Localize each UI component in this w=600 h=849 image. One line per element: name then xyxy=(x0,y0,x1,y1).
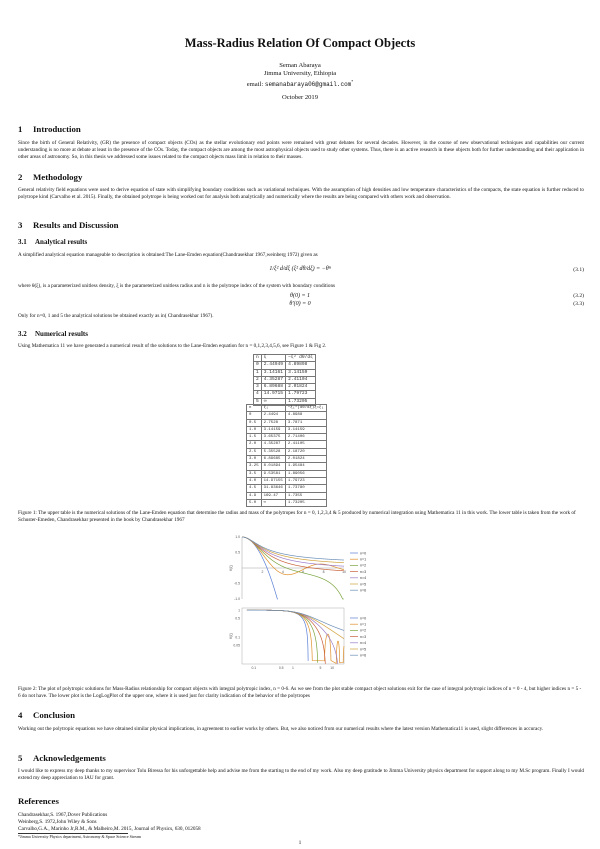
paper-date: October 2019 xyxy=(281,94,319,101)
table-row xyxy=(254,362,316,369)
x-tick-label: 1 xyxy=(292,666,294,670)
figure2-lower-plot xyxy=(228,604,388,674)
table-cell: 3.65375 xyxy=(261,434,285,441)
y-tick-label: 0.5 xyxy=(235,616,240,621)
table-row xyxy=(247,499,327,506)
x-tick-label: 0.5 xyxy=(278,666,284,670)
legend-label: n=6 xyxy=(360,588,367,593)
series-line-n=5 xyxy=(242,537,344,563)
x-tick-label: 5 xyxy=(319,666,322,670)
table-cell: 4.0 xyxy=(247,477,262,484)
table-cell: 4.89898 xyxy=(286,362,316,369)
section-conclusion-heading: 4 Conclusion xyxy=(18,710,76,720)
table-cell: 3.14159 xyxy=(285,426,326,433)
figure1-caption: Figure 1: The upper table is the numerical solutions of the Lane-Emden equation that determine the radius and mass of the polytropes for n = 0, 1,2,3,4 & 5 produced by numerical integration using Mathematica 11 in this work. The lower table is taken from the work of Schuster-Emeden, Chandrasekhar presented in the book by Chandrasekhar 1967 xyxy=(18,510,576,524)
table-cell: 2.7528 xyxy=(261,419,285,426)
table-cell: 4.35287 xyxy=(261,376,285,383)
table-row xyxy=(254,384,316,391)
table-cell: 0 xyxy=(254,362,262,369)
y-tick-label: -1.0 xyxy=(234,597,240,602)
table-cell: 2.71406 xyxy=(285,434,326,441)
equation-3-1-number: (3.1) xyxy=(573,267,584,273)
section-methodology-heading: 2 Methodology xyxy=(18,172,83,182)
table-cell: 1.73205 xyxy=(285,499,326,506)
table-cell: 5.35528 xyxy=(261,448,285,455)
table-cell: 2 xyxy=(254,376,262,383)
email-label: email: xyxy=(246,81,264,89)
analytical-where-text: where θ(ξ), is a parameterized unitless density, ξ is the parameterized unitless radius and n is the polytrope index of the system with boundary conditions xyxy=(18,283,336,289)
table-row xyxy=(247,426,327,433)
author-affiliation: Jimma University, Ethiopia xyxy=(263,70,337,77)
table-cell: 2.44949 xyxy=(261,362,285,369)
table-row xyxy=(247,434,327,441)
x-tick-label: 0.1 xyxy=(251,666,257,670)
table-cell: 5.0 xyxy=(247,499,262,506)
paper-title: Mass-Radius Relation Of Compact Objects xyxy=(184,36,416,50)
table-cell: 4 xyxy=(254,391,262,398)
equation-3-2-number: (3.2) xyxy=(573,293,584,299)
table-header-row xyxy=(247,405,327,412)
figure1-lower-table xyxy=(246,404,327,507)
y-tick-label: -0.5 xyxy=(234,581,240,586)
legend-label: n=5 xyxy=(360,582,367,587)
analytical-intro-text: A simplified analytical equation manageable to description is obtained:The Lane-Emden equation(Chandrasekhar 1967,weinberg 1972) given as xyxy=(18,252,318,258)
equation-3-1-body: 1/ξ² d/dξ (ξ² dθ/dξ) = −θⁿ xyxy=(269,266,331,272)
series-line-n=5 xyxy=(247,610,344,639)
series-line-n=0 xyxy=(247,610,308,661)
section-methodology-text: General relativity field equations were used to derive equation of state with simplifying boundary conditions such as variational techniques. With the assumption of high densities and low temperature characteristics of the compacts, the state equation is further reduced to polytrope kind (Carvalho et al. 2015). Finally, the obtained polytrope is being worked out for analysis both analytically and numerically where the results are being compared with others work and observation. xyxy=(18,187,584,201)
y-tick-label: 0.1 xyxy=(235,635,240,640)
table-cell: 2.4494 xyxy=(261,412,285,419)
series-line-n=1 xyxy=(247,610,344,663)
y-tick-label: 1.0 xyxy=(235,535,240,540)
table-header-cell: ξ₁ xyxy=(261,405,285,412)
table-cell: 2.41104 xyxy=(286,376,316,383)
table-cell: 1.5 xyxy=(247,434,262,441)
series-line-n=4 xyxy=(247,610,338,664)
table-cell: 9.53581 xyxy=(261,470,285,477)
legend-label: n=4 xyxy=(360,641,367,646)
table-header-row xyxy=(254,355,316,362)
table-cell: 0 xyxy=(247,412,262,419)
section-acknowledgements-heading: 5 Acknowledgements xyxy=(18,753,106,763)
footnote: *Jimma University Physics department, Astronomy & Space Science Stream xyxy=(18,834,141,839)
table-cell: 4.35287 xyxy=(261,441,285,448)
table-row xyxy=(247,477,327,484)
table-cell: 4.5 xyxy=(247,485,262,492)
table-cell: 1.95484 xyxy=(285,463,326,470)
y-axis-label: θ(ξ) xyxy=(229,632,233,640)
table-cell: 4.9 xyxy=(247,492,262,499)
table-cell: 2.5 xyxy=(247,448,262,455)
section-introduction-heading: 1 Introduction xyxy=(18,124,81,134)
reference-item: Weinberg,S. 1972,John Wiley & Sons xyxy=(18,819,97,825)
table-row xyxy=(254,376,316,383)
legend-label: n=1 xyxy=(360,622,367,627)
table-cell: 1 xyxy=(254,369,262,376)
section-introduction-text: Since the birth of General Relativity, (GR) the presence of compact objects (COs) as the stellar evolutionary end points were remained with great debates for several decades. However, in the course of new observational techniques and capabilities our current understanding is no more at debate at least in the presence of the COs. Today, the compact objects are among the most astrophysical objects used to study other systems. Thus, there is an active research in these objects both for further understanding and their application in other areas of astronomy. So, in this thesis we addressed some issues related to the compact objects mass limit in relation to their masses. xyxy=(18,140,584,161)
table-cell: 6.89688 xyxy=(261,384,285,391)
section-acknowledgements-text: I would like to express my deep thanks to my supervisor Tolu Biressa for his unforgettable help and advise me from the starting to the end of my work. Also my deep gratitude to Jimma University physics department for support along to my M.Sc program. Finally I would extend my deep appreciation to IAU for grant. xyxy=(18,768,584,782)
y-axis-label: θ(ξ) xyxy=(229,564,233,572)
reference-item: Carvalho,G.A., Marinho Jr,R.M., & Malheiro,M. 2015, Journal of Physics, 630, 012058 xyxy=(18,826,201,832)
table-cell: 31.83646 xyxy=(261,485,285,492)
table-cell: 1.89056 xyxy=(285,470,326,477)
page-number: 1 xyxy=(298,840,302,846)
table-header-cell: ξ xyxy=(261,355,285,362)
legend-label: n=3 xyxy=(360,634,367,639)
y-tick-label: 1 xyxy=(238,608,240,613)
numerical-intro-text: Using Mathematica 11 we have generated a numerical result of the solutions to the Lane-Emden equation for n = 0,1,2,3,4,5,6, see Figure 1 & Fig 2. xyxy=(18,343,327,349)
legend-label: n=3 xyxy=(360,569,367,574)
legend-label: n=0 xyxy=(360,616,367,621)
table-row xyxy=(247,412,327,419)
table-row xyxy=(254,391,316,398)
table-row xyxy=(254,369,316,376)
x-tick-label: 10 xyxy=(330,666,335,670)
references-heading: References xyxy=(18,796,59,806)
equation-3-2: θ(0) = 1 (3.2) xyxy=(290,293,584,299)
table-cell: 14.9715 xyxy=(261,391,285,398)
table-cell: ∞ xyxy=(261,499,285,506)
figure2-caption: Figure 2: The plot of polytropic solutions for Mass-Radius relationship for compact objects with integral polytropic index, n = 0-6. As we see from the plot stable compact object solutions exit for the case of integral polytropic indices of n = 0 - 4, but higher indices n = 5 - 6 do not have. The lower plot is the LogLogPlot of the upper one, where it is used just for clarity indication of the behavior of the polytropes xyxy=(18,686,582,700)
table-row xyxy=(247,441,327,448)
table-cell: 8.01894 xyxy=(261,463,285,470)
table-cell: 5 xyxy=(254,398,262,405)
subsection-analytical-heading: 3.1 Analytical results xyxy=(18,238,88,246)
table-cell: 1.0 xyxy=(247,426,262,433)
table-cell: 3 xyxy=(254,384,262,391)
y-tick-label: 0.05 xyxy=(233,643,240,648)
x-tick-label: 2 xyxy=(261,570,264,574)
x-tick-label: 8 xyxy=(322,570,325,574)
section-results-heading: 3 Results and Discussion xyxy=(18,220,119,230)
series-line-n=3 xyxy=(242,537,344,571)
table-cell: 4.8988 xyxy=(285,412,326,419)
equation-3-3: θ′(0) = 0 (3.3) xyxy=(289,301,584,307)
table-cell: 0.5 xyxy=(247,419,262,426)
table-cell: ∞ xyxy=(261,398,285,405)
table-row xyxy=(247,485,327,492)
table-cell: 3.25 xyxy=(247,463,262,470)
figure1-upper-table xyxy=(253,354,316,406)
table-cell: 169.47 xyxy=(261,492,285,499)
table-row xyxy=(247,456,327,463)
table-cell: 1.79723 xyxy=(285,477,326,484)
table-cell: 3.14159 xyxy=(286,369,316,376)
legend-label: n=5 xyxy=(360,647,367,652)
table-cell: 1.79723 xyxy=(286,391,316,398)
legend-label: n=2 xyxy=(360,628,367,633)
table-header-cell: −ξ₁²(dθ/dξ)ξ=ξ₁ xyxy=(285,405,326,412)
reference-item: Chandrasekhar,S. 1967,Dover Publications xyxy=(18,812,108,818)
table-cell: 6.89685 xyxy=(261,456,285,463)
equation-3-1 xyxy=(0,262,600,272)
table-header-cell: n xyxy=(247,405,262,412)
table-row xyxy=(247,448,327,455)
x-tick-label: 6 xyxy=(302,570,305,574)
subsection-numerical-heading: 3.2 Numerical results xyxy=(18,330,88,338)
legend-label: n=0 xyxy=(360,551,367,556)
table-cell: 1.73780 xyxy=(285,485,326,492)
x-tick-label: 4 xyxy=(281,570,284,574)
email-link[interactable]: semanabaraya06@gmail.com xyxy=(264,81,352,89)
table-cell: 3.5 xyxy=(247,470,262,477)
y-tick-label: 0.5 xyxy=(235,550,240,555)
legend-label: n=2 xyxy=(360,563,367,568)
table-header-cell: n xyxy=(254,355,262,362)
figure2-upper-plot xyxy=(228,533,388,605)
table-row xyxy=(247,419,327,426)
table-row xyxy=(247,463,327,470)
section-conclusion-text: Working out the polytropic equations we have obtained similar physical implications, in agreement to earlier works by others. But, we also noticed from our numerical results where the latest version Mathematica11 is used, slight differences in accuracy. xyxy=(18,726,544,732)
legend-label: n=4 xyxy=(360,576,367,581)
legend-label: n=6 xyxy=(360,653,367,658)
table-row xyxy=(247,470,327,477)
author-name: Seman Abaraya xyxy=(279,62,321,69)
table-cell: 14.97155 xyxy=(261,477,285,484)
table-cell: 2.0 xyxy=(247,441,262,448)
author-email-line xyxy=(0,78,600,89)
table-cell: 3.7871 xyxy=(285,419,326,426)
table-cell: 2.01824 xyxy=(285,456,326,463)
table-header-cell: −ξ² dθ/dξ xyxy=(286,355,316,362)
table-cell: 2.41105 xyxy=(285,441,326,448)
equation-3-3-number: (3.3) xyxy=(573,301,584,307)
table-cell: 3.0 xyxy=(247,456,262,463)
table-cell: 1.73205 xyxy=(286,398,316,405)
legend-label: n=1 xyxy=(360,557,367,562)
x-tick-label: 10 xyxy=(342,570,346,574)
table-cell: 1.7355 xyxy=(285,492,326,499)
table-cell: 2.18720 xyxy=(285,448,326,455)
email-footnote-mark: * xyxy=(351,79,354,84)
analytical-only-text: Only for n=0, 1 and 5 the analytical solutions be obtained exactly as in( Chandrasekhar 1967). xyxy=(18,313,214,319)
table-cell: 3.14159 xyxy=(261,426,285,433)
table-row xyxy=(247,492,327,499)
table-cell: 2.01824 xyxy=(286,384,316,391)
table-cell: 3.14161 xyxy=(261,369,285,376)
